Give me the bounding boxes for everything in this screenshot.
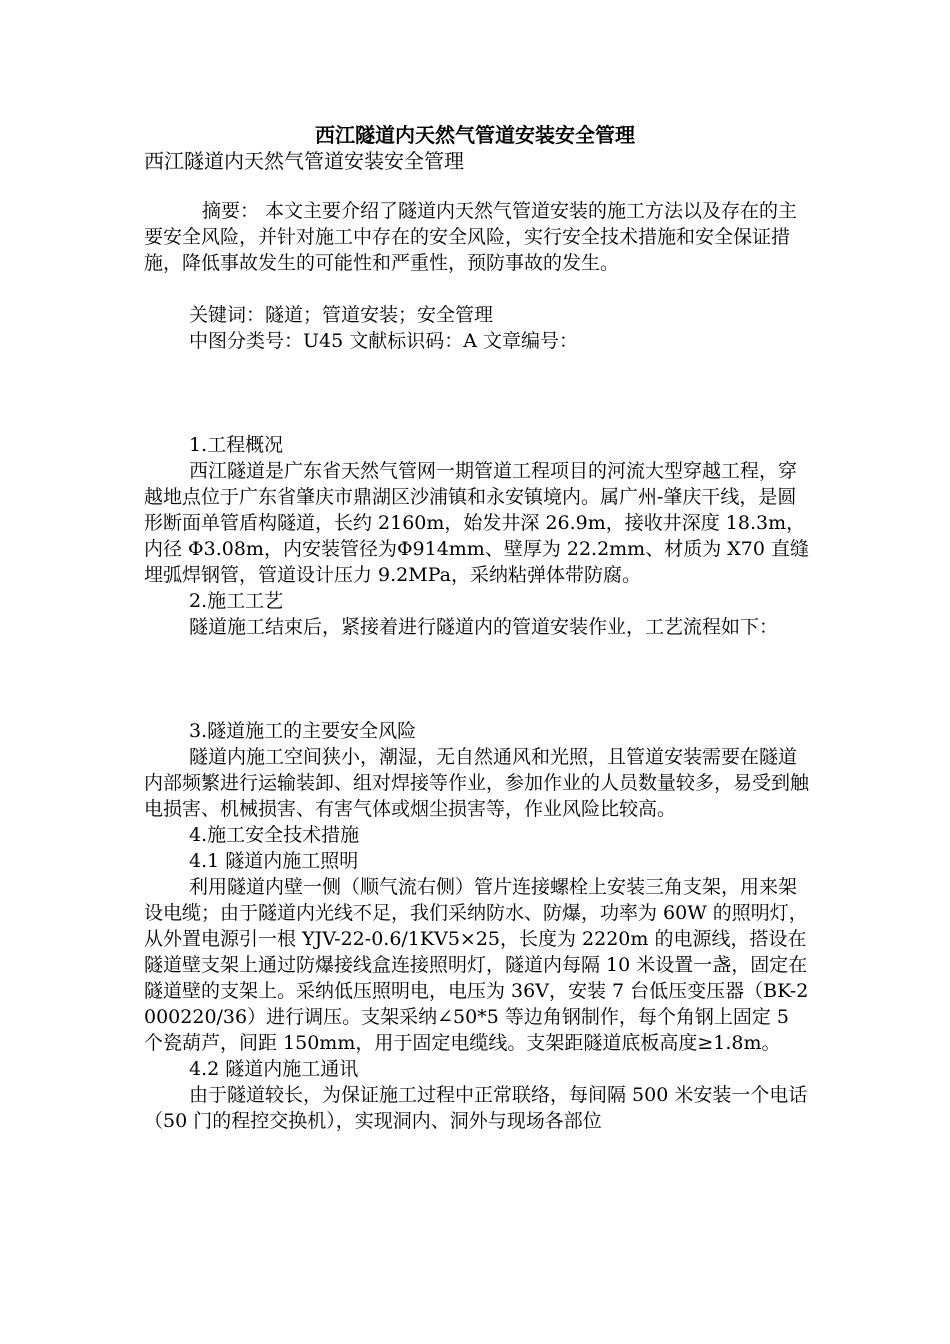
section-heading: 4.施工安全技术措施 — [189, 824, 360, 846]
section-heading: 4.1 隧道内施工照明 — [189, 850, 359, 872]
section-paragraph: 由于隧道较长，为保证施工过程中正常联络，每间隔 500 米安装一个电话（50 门的程控交换机），实现洞内、洞外与现场各部位 — [144, 1084, 808, 1132]
document-body — [144, 198, 809, 1134]
classification-line: 中图分类号：U45 文献标识码：A 文章编号： — [189, 330, 578, 352]
document-title: 西江隧道内天然气管道安装安全管理 — [315, 123, 635, 147]
section-heading: 3.隧道施工的主要安全风险 — [189, 720, 417, 742]
keywords-line: 关键词：隧道；管道安装；安全管理 — [189, 304, 494, 326]
section-paragraph: 利用隧道内壁一侧（顺气流右侧）管片连接螺栓上安装三角支架，用来架设电缆；由于隧道内光线不足，我们采纳防水、防爆，功率为 60W 的照明灯，从外置电源引一根 YJV-22-0.6/1KV5×25，长度为 2220m 的电源线，搭设在隧道壁支架上通过防爆接线盒连接照明灯，隧道内每隔 10 米设置一盏，固定在隧道壁的支架上。采纳低压照明电，电压为 36V，安装 7 台低压变压器（BK-2000220/36）进行调压。支架采纳∠50*5 等边角钢制作，每个角钢上固定 5 个瓷葫芦，间距 150mm，用于固定电缆线。支架距隧道底板高度≥1.8m。 — [144, 876, 809, 1054]
section-heading: 1.工程概况 — [189, 434, 284, 456]
section-heading: 2.施工工艺 — [189, 590, 284, 612]
document-subtitle: 西江隧道内天然气管道安装安全管理 — [144, 149, 464, 173]
section-paragraph: 隧道施工结束后，紧接着进行隧道内的管道安装作业，工艺流程如下： — [189, 616, 779, 638]
section-heading: 4.2 隧道内施工通讯 — [189, 1058, 359, 1080]
section-paragraph: 隧道内施工空间狭小，潮湿，无自然通风和光照，且管道安装需要在隧道内部频繁进行运输装卸、组对焊接等作业，参加作业的人员数量较多，易受到触电损害、机械损害、有害气体或烟尘损害等，作业风险比较高。 — [144, 746, 810, 820]
section-paragraph: 西江隧道是广东省天然气管网一期管道工程项目的河流大型穿越工程，穿越地点位于广东省肇庆市鼎湖区沙浦镇和永安镇境内。属广州-肇庆干线，是圆形断面单管盾构隧道，长约 2160m，始发井深 26.9m，接收井深度 18.3m，内径 Φ3.08m，内安装管径为Φ914mm、壁厚为 22.2mm、材质为 X70 直缝埋弧焊钢管，管道设计压力 9.2MPa，采纳粘弹体带防腐。 — [144, 460, 809, 586]
abstract-paragraph: 摘要： 本文主要介绍了隧道内天然气管道安装的施工方法以及存在的主要安全风险，并针对施工中存在的安全风险，实行安全技术措施和安全保证措施，降低事故发生的可能性和严重性，预防事故的发生。 — [144, 200, 798, 274]
